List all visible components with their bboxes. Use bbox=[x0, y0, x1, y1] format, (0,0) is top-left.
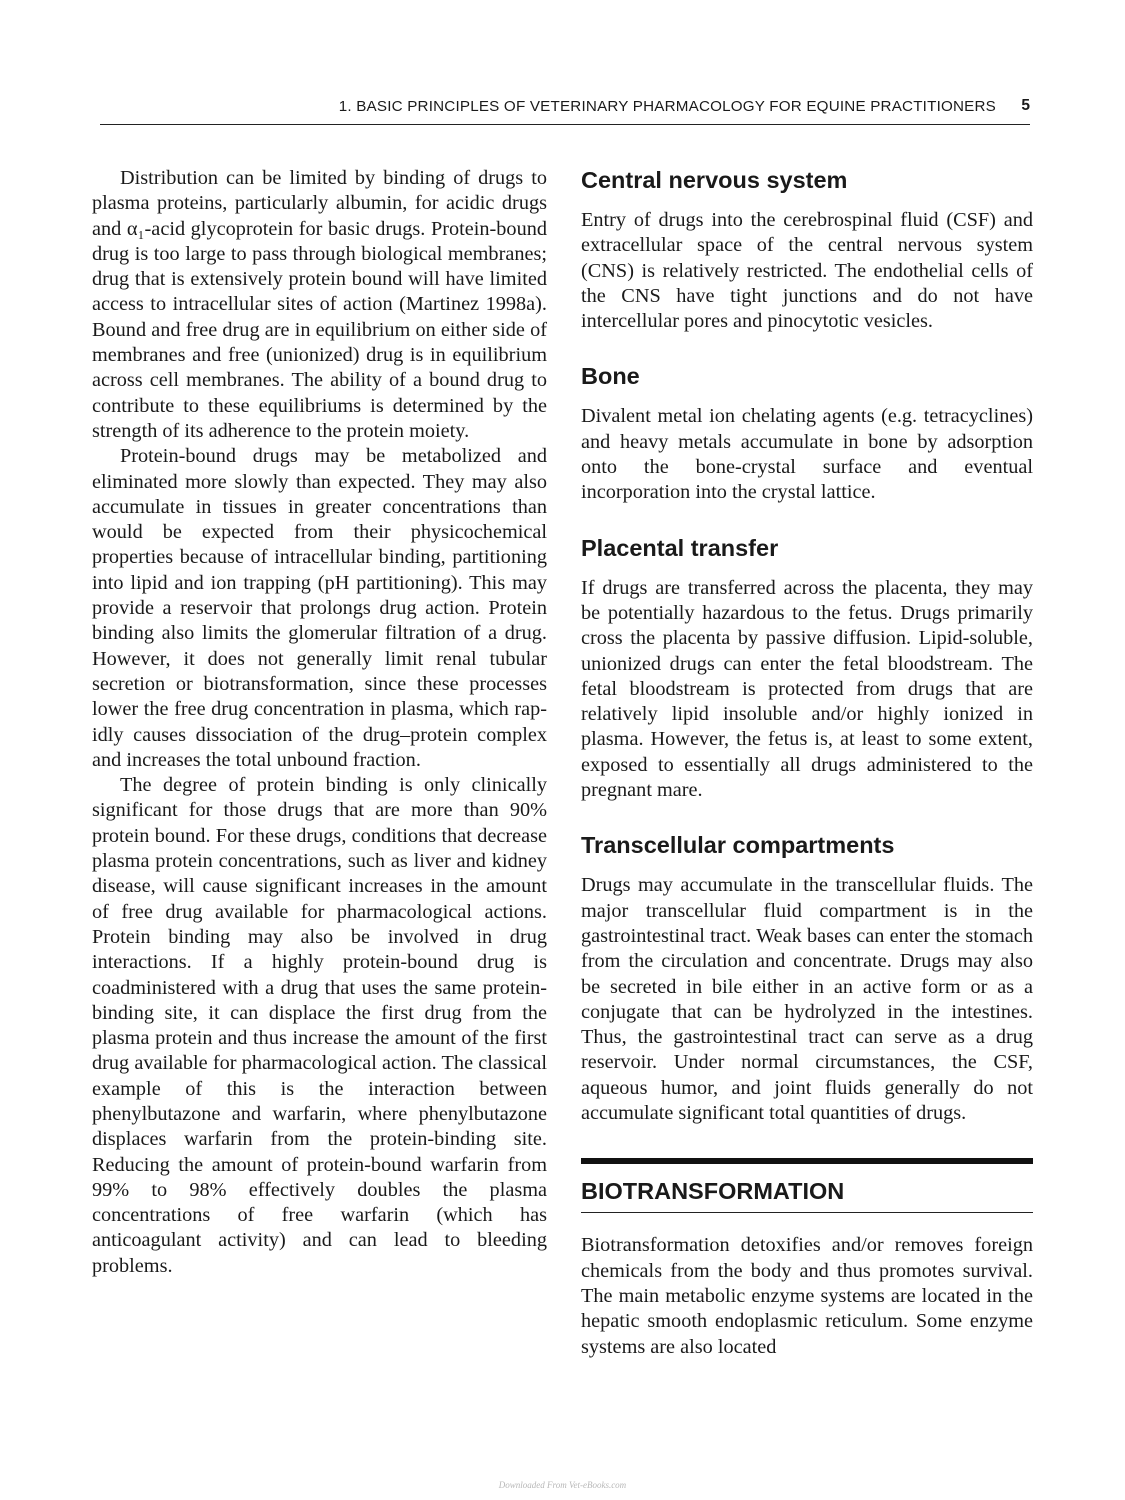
section-rule bbox=[581, 1158, 1033, 1164]
heading-cns: Central nervous system bbox=[581, 167, 848, 193]
running-title: 1. BASIC PRINCIPLES OF VETERINARY PHARMACOLOGY FOR EQUINE PRACTITIONERS bbox=[338, 98, 996, 115]
paragraph-transcellular: Drugs may accumulate in the transcellular fluids. The major transcellular fluid compartment is in the gastrointestinal tract. Weak bases can enter the stomach from the circulation and concentrate. Drugs may also be secreted in bile either in an active form or as a conjugate that can be hydrolyzed in the intestines. Thus, the gastrointestinal tract can serve as a drug reservoir. Under normal circumstances, the CSF, aqueous humor, and joint fluids generally do not accumulate significant total quantities of drugs. bbox=[581, 874, 1033, 1125]
paragraph-cns: Entry of drugs into the cerebrospinal fluid (CSF) and extracellular space of the central nervous system (CNS) is relatively restricted. The endothelial cells of the CNS have tight junctions and do not have intercellular pores and pinocytotic vesicles. bbox=[581, 209, 1033, 333]
heading-placental-transfer: Placental transfer bbox=[581, 534, 779, 561]
paragraph-bone: Divalent metal ion chelating agents (e.g. tetracyclines) and heavy metals accumulate in bone by adsorption onto the bone-crystal surface and eventual incorporation into the crystal lattice. bbox=[581, 405, 1033, 504]
paragraph-distribution: Distribution can be limited by binding of drugs to plasma proteins, particularly albumin, for acidic drugs and α₁-acid glycoprotein for basic drugs. Protein-bound drug is too large to pass through biological membranes; drug that is extensively protein bound will have limited access to intracellular sites of action (Martinez 1998a). Bound and free drug are in equilibrium on either side of membranes and free (unionized) drug is in equilibrium across cell membranes. The ability of a bound drug to contribute to these equilibriums is determined by the strength of its adherence to the protein moiety. bbox=[92, 167, 547, 442]
left-column bbox=[92, 166, 547, 1279]
heading-transcellular: Transcellular compartments bbox=[581, 832, 895, 859]
download-watermark: Downloaded From Vet-eBooks.com bbox=[498, 1480, 627, 1490]
paragraph-biotransformation: Biotransformation detoxifies and/or removes foreign chemicals from the body and thus promotes survival. The main metabolic enzyme systems are located in the hepatic smooth endoplasmic reticulum. Some enzyme systems are also located bbox=[581, 1234, 1033, 1358]
right-column bbox=[581, 166, 1033, 1360]
paragraph-protein-bound: Protein-bound drugs may be metabolized and eliminated more slowly than expected. They may also accumulate in tissues in greater concentrations than would be expected from their physicochemical properties because of intracellular binding, partitioning into lipid and ion trapping (pH partitioning). This may provide a reservoir that prolongs drug action. Protein binding also limits the glomerular filtration of a drug. However, it does not generally limit renal tubular secretion or biotransformation, since these processes lower the free drug concentration in plasma, which rapidly causes dissociation of the drug–protein complex and increases the total unbound fraction. bbox=[92, 445, 547, 771]
heading-biotransformation: BIOTRANSFORMATION bbox=[581, 1176, 1033, 1213]
heading-bone: Bone bbox=[581, 363, 640, 390]
paragraph-placental-transfer: If drugs are transferred across the placenta, they may be potentially hazardous to the fetus. Drugs primarily cross the placenta by passive diffusion. Lipid-soluble, unionized drugs can enter the fetal bloodstream. The fetal bloodstream is protected from drugs that are relatively lipid insoluble and/or highly ionized in plasma. However, the fetus is, at least to some extent, exposed to essentially all drugs administered to the pregnant mare. bbox=[581, 576, 1033, 802]
running-header bbox=[100, 94, 1030, 125]
paragraph-degree-binding: The degree of protein binding is only clinically significant for those drugs that are more than 90% protein bound. For these drugs, conditions that decrease plasma protein concentrations, such as liver and kidney disease, will cause significant increases in the amount of free drug available for pharmacological actions. Protein binding may also be involved in drug interactions. If a highly protein-bound drug is coadministered with a drug that uses the same protein-binding site, it can displace the first drug from the plasma protein and thus increase the amount of the first drug available for pharmacological action. The classical example of this is the interaction between phenylbutazone and warfarin, where phenylbutazone displaces warfarin from the protein-binding site. Reducing the amount of protein-bound warfarin from 99% to 98% effectively doubles the plasma concentrations of free warfarin (which has anticoagulant activity) and can lead to bleeding problems. bbox=[92, 774, 547, 1277]
page-number: 5 bbox=[1021, 97, 1030, 114]
